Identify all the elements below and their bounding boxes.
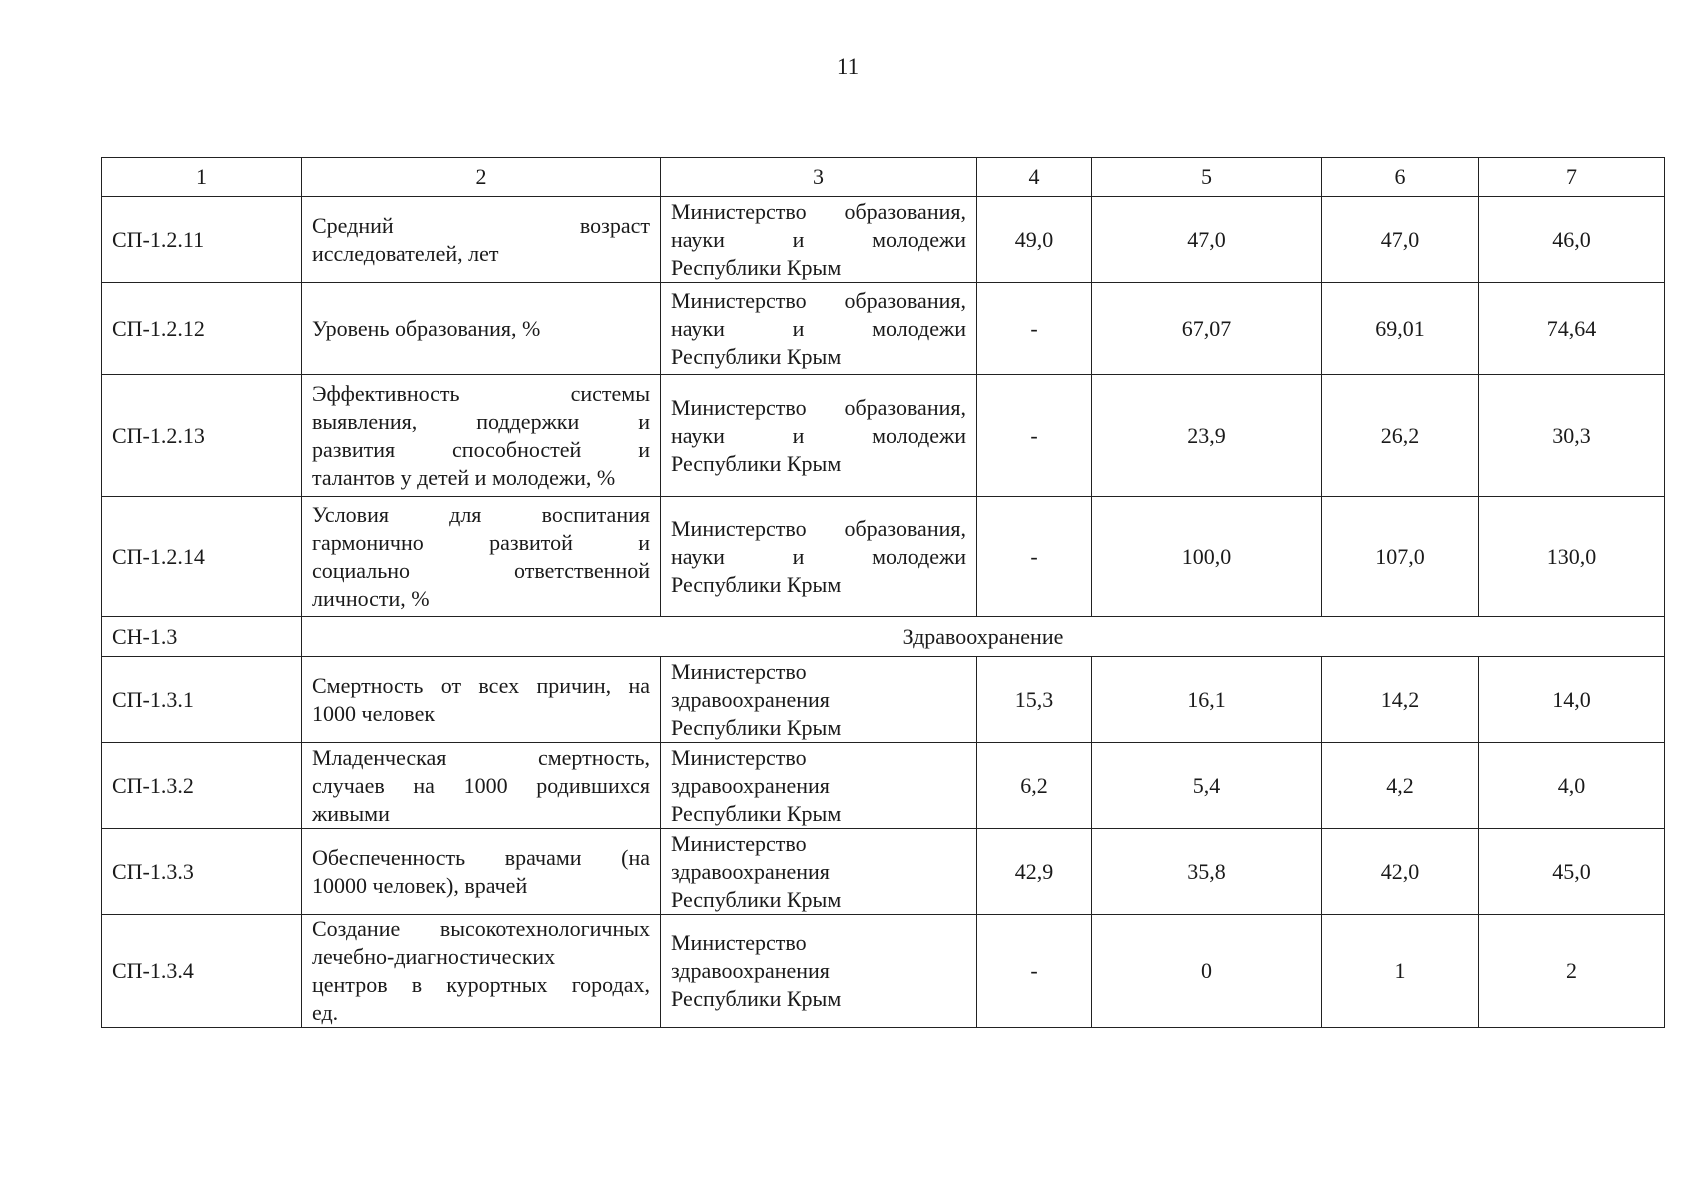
table-row — [102, 743, 1665, 829]
value-cell-col-4: - — [977, 375, 1092, 497]
value-cell-col-5: 100,0 — [1092, 497, 1322, 617]
value-cell-col-6: 47,0 — [1322, 197, 1479, 283]
responsible-body-line: Республики Крым — [671, 254, 842, 280]
responsible-body — [661, 915, 977, 1028]
value-cell-col-4: - — [977, 283, 1092, 375]
value-cell-col-5: 35,8 — [1092, 829, 1322, 915]
section-row — [102, 617, 1665, 657]
value-cell-col-4: - — [977, 915, 1092, 1028]
table-row — [102, 497, 1665, 617]
indicator-name-line: Уровень образования, % — [312, 315, 541, 341]
value-cell-col-6: 1 — [1322, 915, 1479, 1028]
value-cell-col-7: 130,0 — [1479, 497, 1665, 617]
indicator-name — [302, 743, 661, 829]
header-row — [102, 158, 1665, 197]
indicator-code: СП-1.2.12 — [102, 283, 302, 375]
responsible-body-line: Республики Крым — [671, 986, 842, 1011]
table-row — [102, 829, 1665, 915]
indicator-code: СП-1.2.11 — [102, 197, 302, 283]
responsible-body-line: Республики Крым — [671, 800, 842, 826]
value-cell-col-4: 42,9 — [977, 829, 1092, 915]
header-cell: 6 — [1322, 158, 1479, 197]
responsible-body-line: Министерство — [671, 930, 807, 955]
value-cell-col-6: 4,2 — [1322, 743, 1479, 829]
indicator-name-line: Условия для воспитания — [312, 501, 650, 527]
responsible-body-line: Министерство образования, — [671, 198, 966, 224]
responsible-body-line: Республики Крым — [671, 571, 842, 597]
header-cell: 4 — [977, 158, 1092, 197]
value-cell-col-5: 5,4 — [1092, 743, 1322, 829]
indicators-table — [101, 157, 1665, 1028]
responsible-body-line: науки и молодежи — [671, 543, 966, 569]
indicator-name-line: лечебно-диагностических — [312, 944, 556, 969]
indicator-name-line: 10000 человек), врачей — [312, 872, 528, 898]
responsible-body-line: Министерство образования, — [671, 394, 966, 420]
value-cell-col-5: 47,0 — [1092, 197, 1322, 283]
value-cell-col-7: 14,0 — [1479, 657, 1665, 743]
value-cell-col-7: 45,0 — [1479, 829, 1665, 915]
responsible-body-line: Министерство образования, — [671, 515, 966, 541]
indicator-code: СП-1.2.13 — [102, 375, 302, 497]
responsible-body-line: Республики Крым — [671, 450, 842, 476]
value-cell-col-7: 2 — [1479, 915, 1665, 1028]
indicator-code: СП-1.2.14 — [102, 497, 302, 617]
value-cell-col-7: 46,0 — [1479, 197, 1665, 283]
indicator-name-line: талантов у детей и молодежи, % — [312, 464, 616, 490]
responsible-body-line: здравоохранения — [671, 686, 830, 712]
indicator-name — [302, 375, 661, 497]
indicator-name-line: 1000 человек — [312, 700, 436, 726]
indicator-name-line: гармонично развитой и — [312, 529, 650, 555]
responsible-body-line: здравоохранения — [671, 958, 830, 983]
value-cell-col-5: 67,07 — [1092, 283, 1322, 375]
indicator-name-line: Средний возраст — [312, 212, 650, 238]
table-row — [102, 915, 1665, 1028]
indicator-name-line: личности, % — [312, 585, 430, 611]
responsible-body — [661, 283, 977, 375]
responsible-body-line: Министерство — [671, 658, 807, 684]
header-cell: 3 — [661, 158, 977, 197]
responsible-body-line: Министерство — [671, 744, 807, 770]
value-cell-col-6: 107,0 — [1322, 497, 1479, 617]
indicator-name-line: развития способностей и — [312, 436, 650, 462]
responsible-body-line: науки и молодежи — [671, 315, 966, 341]
value-cell-col-6: 26,2 — [1322, 375, 1479, 497]
responsible-body-line: здравоохранения — [671, 858, 830, 884]
indicator-name-line: выявления, поддержки и — [312, 408, 650, 434]
responsible-body — [661, 497, 977, 617]
indicator-name-line: Смертность от всех причин, на — [312, 672, 650, 698]
responsible-body — [661, 197, 977, 283]
value-cell-col-4: 49,0 — [977, 197, 1092, 283]
value-cell-col-7: 30,3 — [1479, 375, 1665, 497]
header-cell: 7 — [1479, 158, 1665, 197]
responsible-body-line: Республики Крым — [671, 343, 842, 369]
indicator-name-line: живыми — [312, 800, 390, 826]
indicator-name — [302, 829, 661, 915]
responsible-body-line: Республики Крым — [671, 886, 842, 912]
table-body — [102, 158, 1665, 1028]
value-cell-col-6: 42,0 — [1322, 829, 1479, 915]
responsible-body-line: Министерство образования, — [671, 287, 966, 313]
indicator-name — [302, 915, 661, 1028]
responsible-body — [661, 657, 977, 743]
responsible-body — [661, 829, 977, 915]
indicator-name-line: исследователей, лет — [312, 240, 499, 266]
indicator-code: СП-1.3.3 — [102, 829, 302, 915]
indicator-name-line: случаев на 1000 родившихся — [312, 772, 650, 798]
responsible-body-line: здравоохранения — [671, 772, 830, 798]
indicator-name-line: центров в курортных городах, — [312, 972, 650, 997]
indicator-code: СП-1.3.2 — [102, 743, 302, 829]
indicator-name-line: Обеспеченность врачами (на — [312, 844, 650, 870]
section-title: Здравоохранение — [302, 617, 1665, 657]
header-cell: 5 — [1092, 158, 1322, 197]
indicator-name-line: социально ответственной — [312, 557, 650, 583]
responsible-body-line: науки и молодежи — [671, 226, 966, 252]
value-cell-col-5: 16,1 — [1092, 657, 1322, 743]
indicator-name — [302, 657, 661, 743]
indicator-code: СП-1.3.4 — [102, 915, 302, 1028]
header-cell: 1 — [102, 158, 302, 197]
header-cell: 2 — [302, 158, 661, 197]
indicator-name — [302, 197, 661, 283]
value-cell-col-5: 0 — [1092, 915, 1322, 1028]
value-cell-col-5: 23,9 — [1092, 375, 1322, 497]
value-cell-col-4: 6,2 — [977, 743, 1092, 829]
indicator-code: СП-1.3.1 — [102, 657, 302, 743]
responsible-body-line: науки и молодежи — [671, 422, 966, 448]
responsible-body — [661, 375, 977, 497]
table-row — [102, 283, 1665, 375]
value-cell-col-7: 4,0 — [1479, 743, 1665, 829]
indicator-name-line: Младенческая смертность, — [312, 744, 650, 770]
value-cell-col-7: 74,64 — [1479, 283, 1665, 375]
table-row — [102, 197, 1665, 283]
value-cell-col-6: 14,2 — [1322, 657, 1479, 743]
indicator-name-line: Эффективность системы — [312, 380, 650, 406]
indicator-name-line: ед. — [312, 1000, 339, 1025]
indicator-name-line: Создание высокотехнологичных — [312, 916, 650, 941]
indicator-name — [302, 497, 661, 617]
indicator-name — [302, 283, 661, 375]
table-row — [102, 657, 1665, 743]
value-cell-col-4: 15,3 — [977, 657, 1092, 743]
value-cell-col-4: - — [977, 497, 1092, 617]
table-row — [102, 375, 1665, 497]
responsible-body-line: Республики Крым — [671, 714, 842, 740]
responsible-body — [661, 743, 977, 829]
section-code: СН-1.3 — [102, 617, 302, 657]
value-cell-col-6: 69,01 — [1322, 283, 1479, 375]
page-number: 11 — [836, 54, 860, 79]
responsible-body-line: Министерство — [671, 830, 807, 856]
